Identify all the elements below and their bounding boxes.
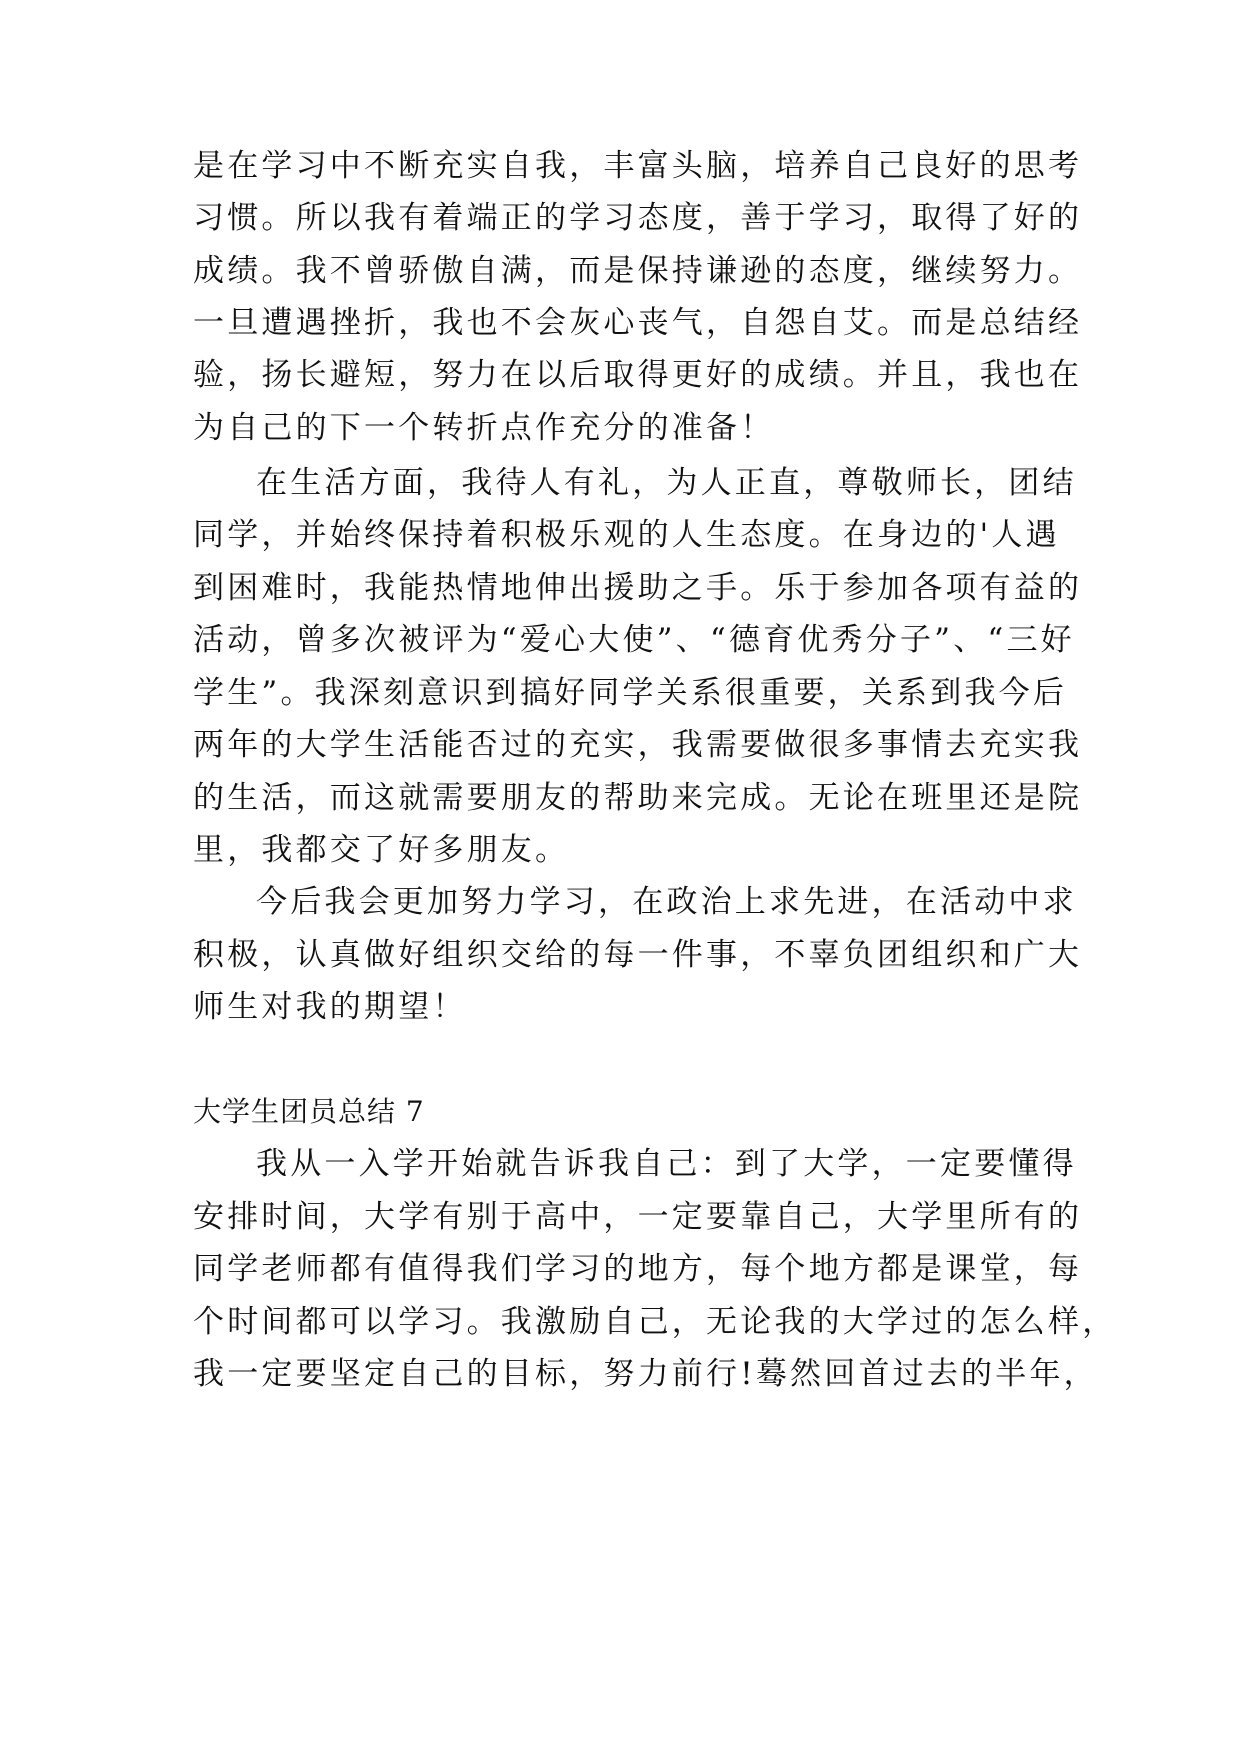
paragraph-line: 同学老师都有值得我们学习的地方，每个地方都是课堂，每 <box>193 1251 1083 1287</box>
paragraph-line: 到困难时，我能热情地伸出援助之手。乐于参加各项有益的 <box>193 570 1083 606</box>
paragraph-line: 我从一入学开始就告诉我自己：到了大学，一定要懂得 <box>256 1146 1077 1182</box>
paragraph-line: 在生活方面，我待人有礼，为人正直，尊敬师长，团结 <box>256 465 1077 501</box>
paragraph-line: 是在学习中不断充实自我，丰富头脑，培养自己良好的思考 <box>193 148 1083 184</box>
paragraph-line: 安排时间，大学有别于高中，一定要靠自己，大学里所有的 <box>193 1199 1083 1235</box>
paragraph-line: 为自己的下一个转折点作充分的准备！ <box>193 410 775 446</box>
section-heading: 大学生团员总结 7 <box>193 1095 425 1128</box>
paragraph-line: 成绩。我不曾骄傲自满，而是保持谦逊的态度，继续努力。 <box>193 253 1083 289</box>
paragraph-line: 里，我都交了好多朋友。 <box>193 832 570 868</box>
paragraph-line: 的生活，而这就需要朋友的帮助来完成。无论在班里还是院 <box>193 780 1083 816</box>
paragraph-line: 今后我会更加努力学习，在政治上求先进，在活动中求 <box>256 884 1077 920</box>
paragraph-line: 两年的大学生活能否过的充实，我需要做很多事情去充实我 <box>193 727 1083 763</box>
paragraph-line: 个时间都可以学习。我激励自己，无论我的大学过的怎么样， <box>193 1304 1117 1340</box>
paragraph-line: 活动，曾多次被评为“爱心大使”、“德育优秀分子”、“三好 <box>193 622 1075 658</box>
paragraph-line: 习惯。所以我有着端正的学习态度，善于学习，取得了好的 <box>193 200 1083 236</box>
paragraph-line: 同学，并始终保持着积极乐观的人生态度。在身边的'人遇 <box>193 517 1060 553</box>
paragraph-line: 一旦遭遇挫折，我也不会灰心丧气，自怨自艾。而是总结经 <box>193 305 1083 341</box>
paragraph-line: 师生对我的期望！ <box>193 989 467 1025</box>
paragraph-line: 验，扬长避短，努力在以后取得更好的成绩。并且，我也在 <box>193 357 1083 393</box>
paragraph-line: 我一定要坚定自己的目标，努力前行!蓦然回首过去的半年， <box>193 1356 1098 1392</box>
paragraph-line: 积极，认真做好组织交给的每一件事，不辜负团组织和广大 <box>193 937 1083 973</box>
paragraph-line: 学生”。我深刻意识到搞好同学关系很重要，关系到我今后 <box>193 675 1068 711</box>
